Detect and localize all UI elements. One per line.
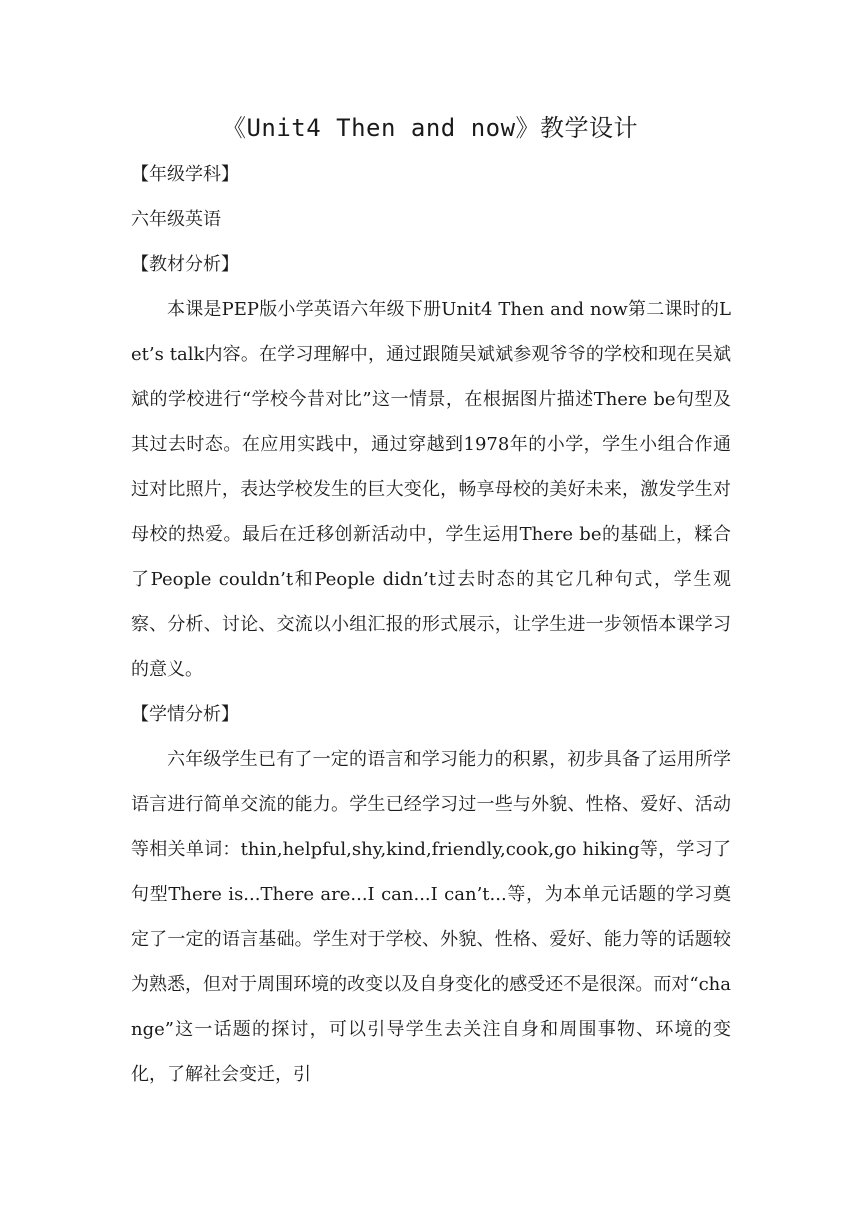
section-text-grade-subject: 六年级英语 <box>131 209 221 230</box>
section-text-student-analysis: 六年级学生已有了一定的语言和学习能力的积累，初步具备了运用所学语言进行简单交流的能力。学生已经学习过一些与外貌、性格、爱好、活动等相关单词：thin,helpful,shy,kind,friendly,cook,go hiking等，学习了句型There is...There are...I can...I can’t...等，为本单元话题的学习奠定了一定的语言基础。学生对于学校、外貌、性格、爱好、能力等的话题较为熟悉，但对于周围环境的改变以及自身变化的感受还不是很深。而对“change”这一话题的探讨，可以引导学生去关注自身和周围事物、环境的变化，了解社会变迁，引 <box>131 749 731 1085</box>
section-heading-textbook-analysis: 【教材分析】 <box>131 254 239 275</box>
document-body <box>131 152 731 1097</box>
document-title: 《Unit4 Then and now》教学设计 <box>221 114 639 142</box>
section-heading-student-analysis: 【学情分析】 <box>131 704 239 725</box>
section-text-textbook-analysis: 本课是PEP版小学英语六年级下册Unit4 Then and now第二课时的Let’s talk内容。在学习理解中，通过跟随吴斌斌参观爷爷的学校和现在吴斌斌的学校进行“学校今昔对比”这一情景，在根据图片描述There be句型及其过去时态。在应用实践中，通过穿越到1978年的小学，学生小组合作通过对比照片，表达学校发生的巨大变化，畅享母校的美好未来，激发学生对母校的热爱。最后在迁移创新活动中，学生运用There be的基础上，糅合了People couldn’t和People didn’t过去时态的其它几种句式，学生观察、分析、讨论、交流以小组汇报的形式展示，让学生进一步领悟本课学习的意义。 <box>131 299 731 680</box>
section-heading-grade-subject: 【年级学科】 <box>131 164 239 185</box>
